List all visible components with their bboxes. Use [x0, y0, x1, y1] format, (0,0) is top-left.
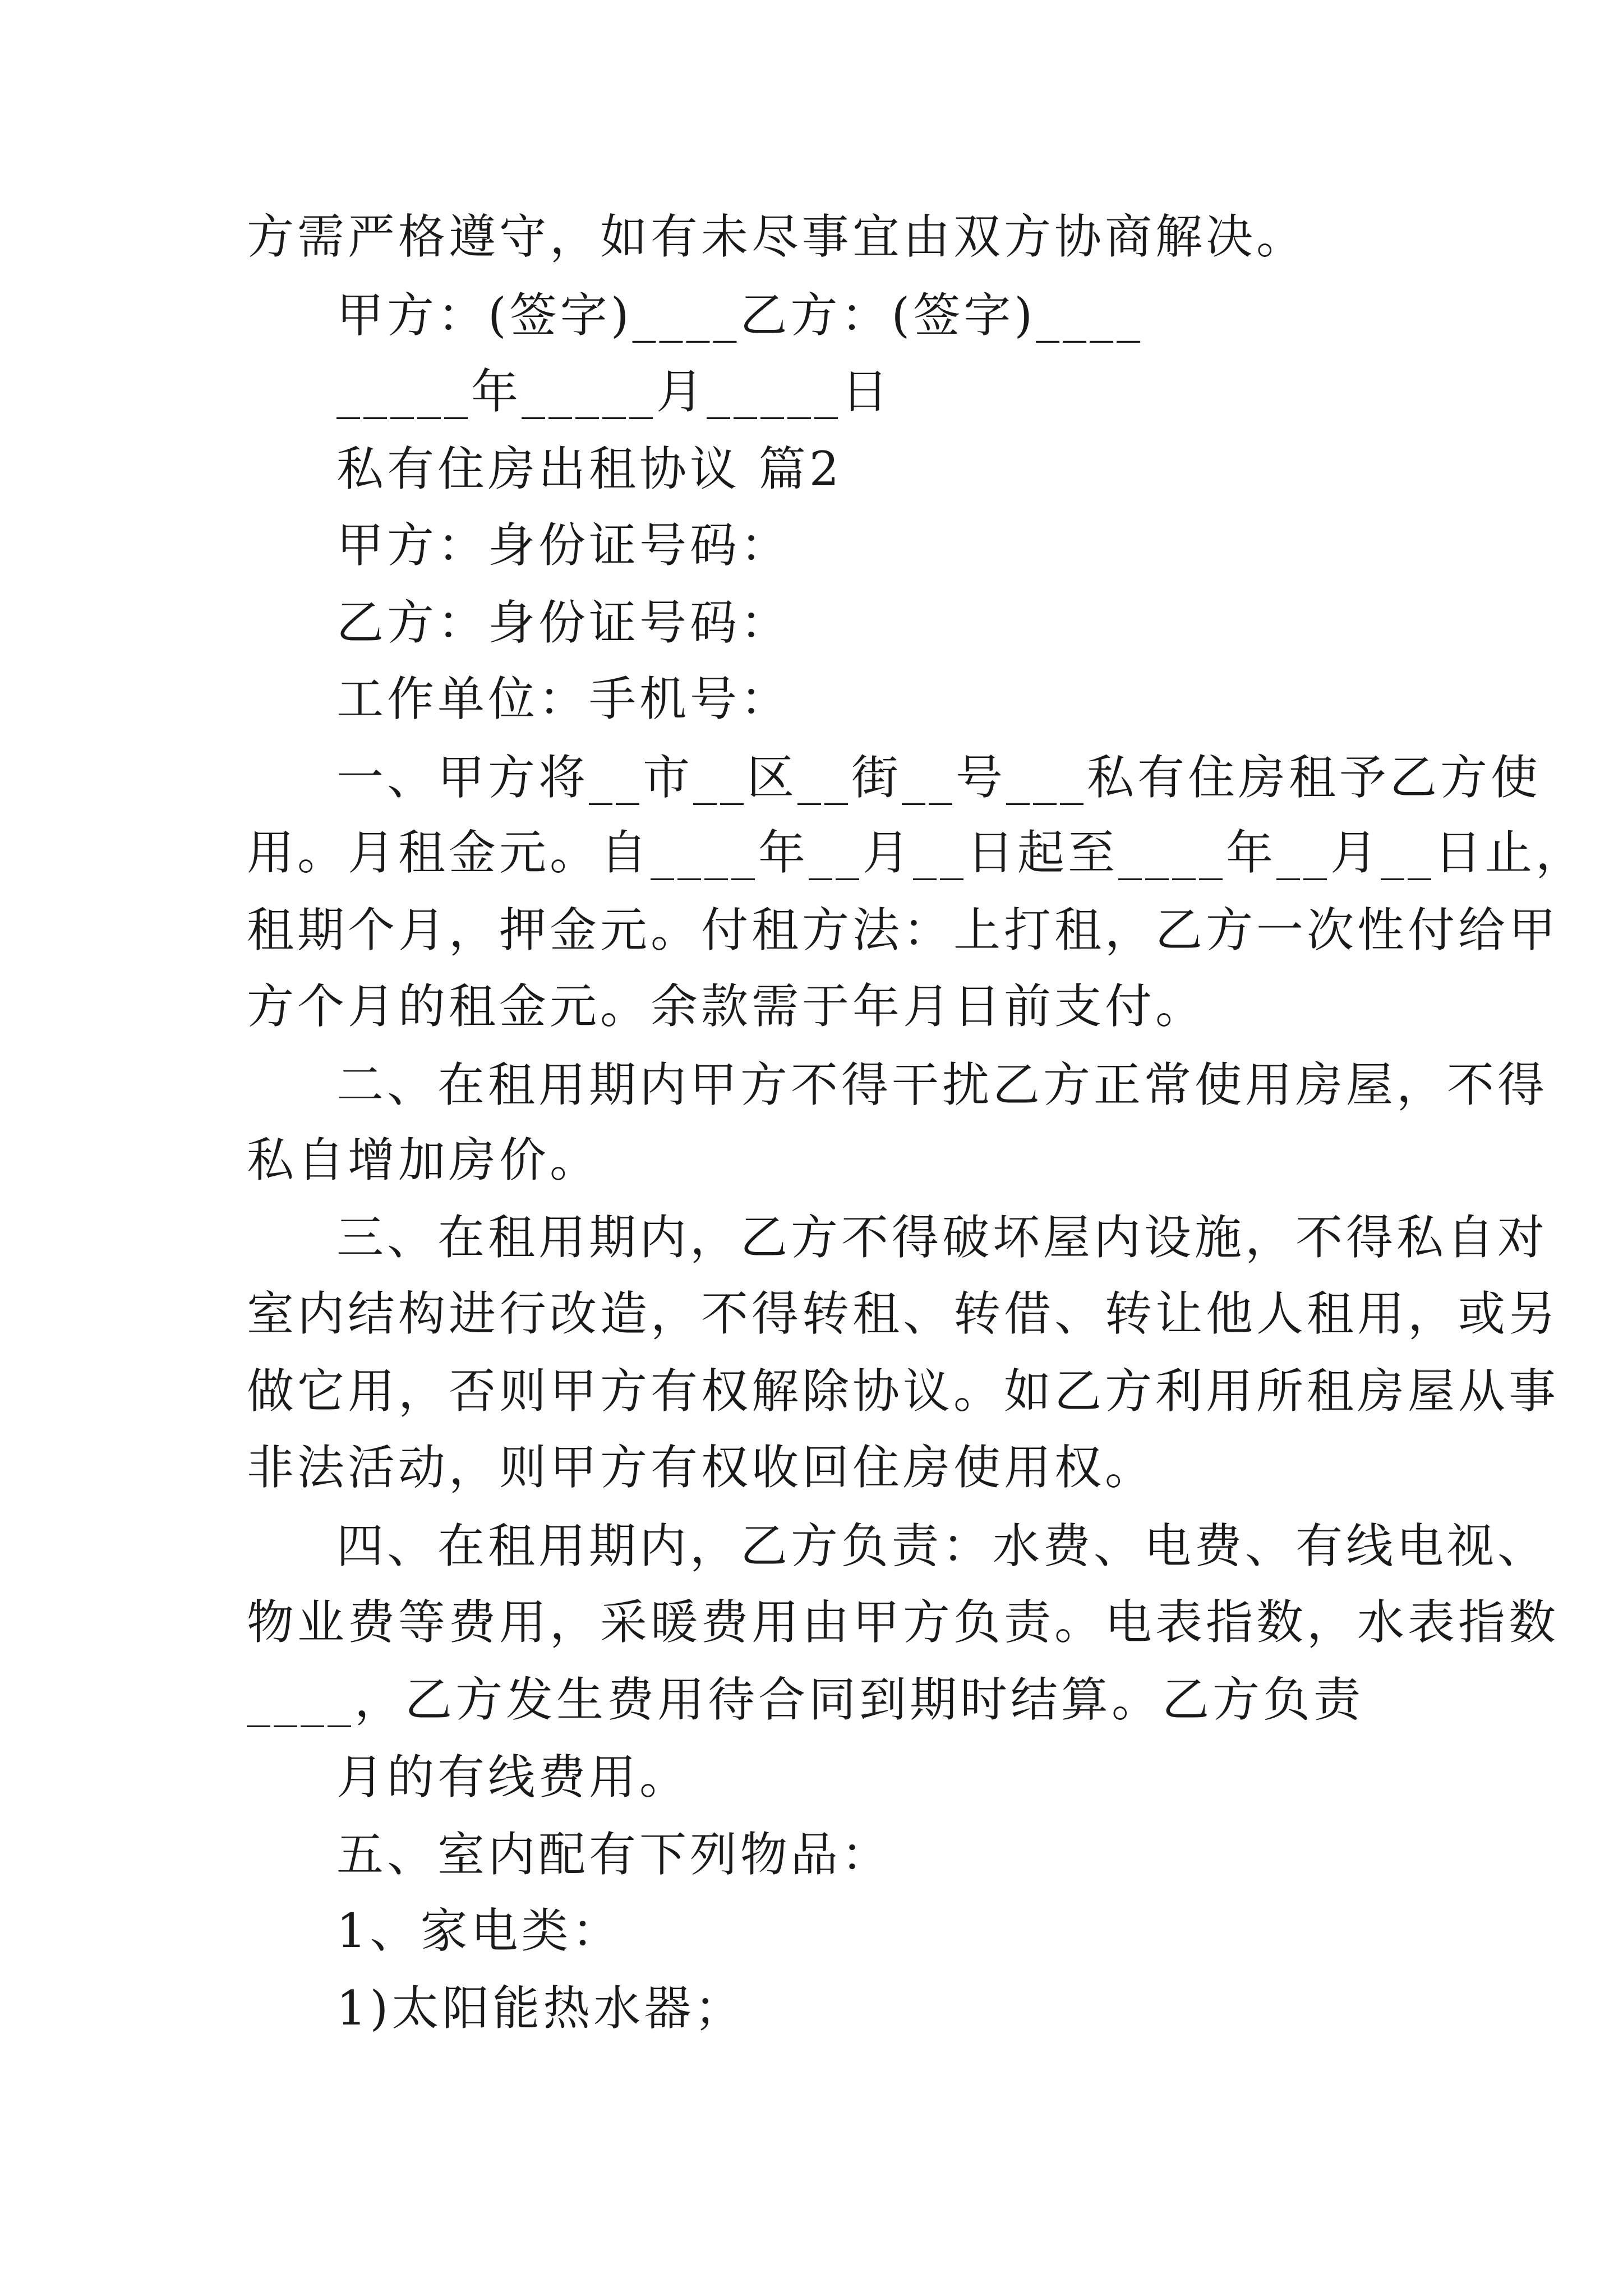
signature-line: 甲方：(签字)____乙方：(签字)____ — [336, 288, 1144, 343]
clause-line: 私自增加房价。 — [247, 1133, 601, 1188]
text-line: 工作单位：手机号： — [336, 671, 791, 726]
clause-line: 二、在租用期内甲方不得干扰乙方正常使用房屋，不得 — [336, 1057, 1548, 1112]
date-line: _____年_____月_____日 — [336, 364, 892, 419]
clause-line: 四、在租用期内，乙方负责：水费、电费、有线电视、 — [336, 1519, 1548, 1573]
clause-line: 非法活动，则甲方有权收回住房使用权。 — [247, 1440, 1156, 1495]
clause-line: 方个月的租金元。余款需于年月日前支付。 — [247, 979, 1206, 1034]
clause-line: 租期个月，押金元。付租方法：上打租，乙方一次性付给甲 — [247, 903, 1560, 958]
clause-line: 一、甲方将__市__区__街__号___私有住房租予乙方使 — [336, 750, 1542, 805]
clause-line: 室内结构进行改造，不得转租、转借、转让他人租用，或另 — [247, 1286, 1560, 1341]
clause-line: 五、室内配有下列物品： — [336, 1827, 892, 1882]
clause-line: 做它用，否则甲方有权解除协议。如乙方利用所租房屋从事 — [247, 1364, 1560, 1419]
text-line: 方需严格遵守，如有未尽事宜由双方协商解决。 — [247, 209, 1307, 264]
list-item: 1)太阳能热水器； — [336, 1981, 745, 2036]
clause-line: 用。月租金元。自____年__月__日起至____年__月__日止， — [247, 825, 1587, 880]
clause-line: 月的有线费用。 — [336, 1750, 690, 1805]
clause-line: 三、在租用期内，乙方不得破坏屋内设施，不得私自对 — [336, 1210, 1548, 1265]
text-line: 乙方：身份证号码： — [336, 595, 791, 650]
section-title: 私有住房出租协议 篇2 — [336, 441, 843, 496]
text-line: 甲方：身份证号码： — [336, 518, 791, 573]
clause-line: ____，乙方发生费用待合同到期时结算。乙方负责 — [247, 1672, 1364, 1727]
list-heading: 1、家电类： — [336, 1903, 623, 1958]
clause-line: 物业费等费用，采暖费用由甲方负责。电表指数，水表指数 — [247, 1595, 1560, 1650]
